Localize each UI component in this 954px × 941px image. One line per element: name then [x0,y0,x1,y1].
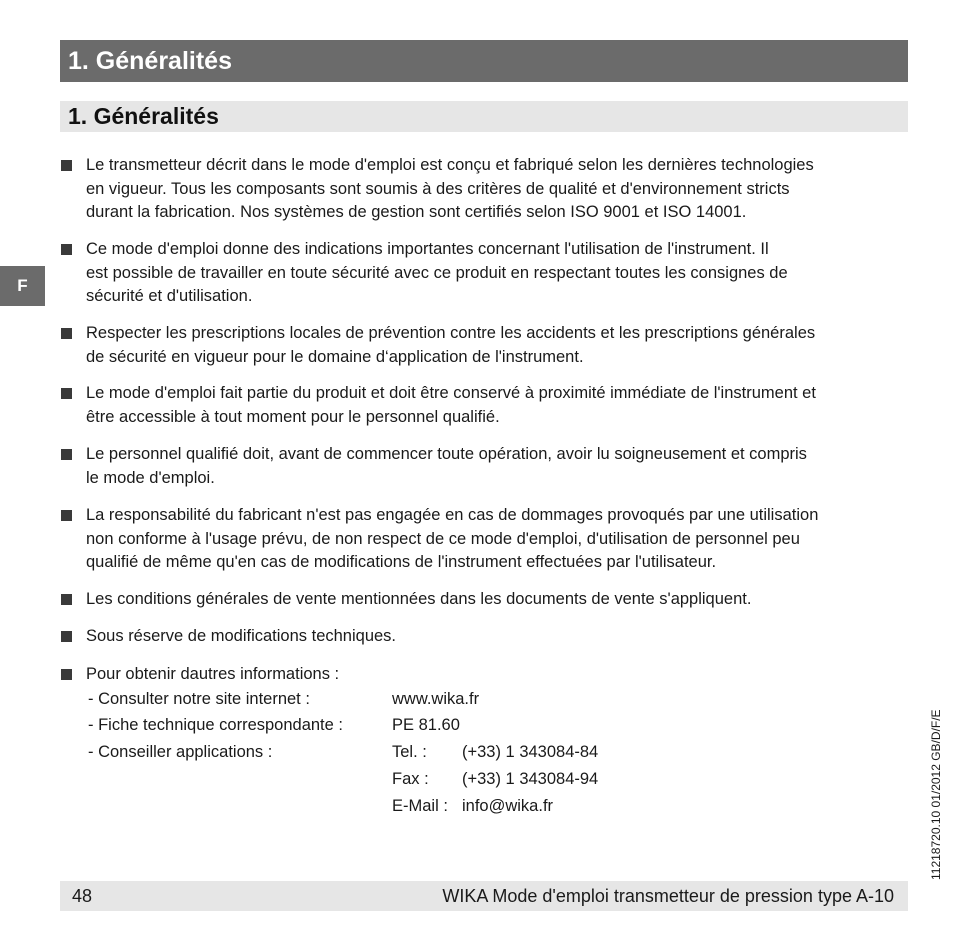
fax-value: (+33) 1 343084-94 [462,770,599,788]
square-bullet-icon [61,510,72,521]
bullet-text-line: Le mode d'emploi fait partie du produit et doit être conservé à proximité immédiate de l'instrument et [86,384,816,402]
website-label: - Consulter notre site internet : [88,690,310,708]
bullet-text-line: non conforme à l'usage prévu, de non respect de ce mode d'emploi, d'utilisation de personnel peu [86,529,800,548]
bullet-item [60,625,910,649]
datasheet-label: - Fiche technique correspondante : [88,716,343,734]
chapter-title: 1. Généralités [68,47,232,75]
bullet-text-line: Le personnel qualifié doit, avant de commencer toute opération, avoir lu soigneusement et compris [86,445,807,463]
bullet-text-line: Pour obtenir dautres informations : [86,665,340,683]
section-title-bar [60,101,908,132]
language-tab-label: F [17,276,28,295]
footer-bar [60,881,908,911]
language-tab [0,266,45,306]
square-bullet-icon [61,160,72,171]
bullet-text-line: qualifié de même qu'en cas de modifications de l'instrument effectuées par l'utilisateur. [86,553,717,571]
email-value[interactable]: info@wika.fr [462,797,554,815]
bullet-item [60,322,910,369]
square-bullet-icon [61,328,72,339]
bullet-text-line: durant la fabrication. Nos systèmes de gestion sont certifiés selon ISO 9001 et ISO 14001. [86,203,747,221]
bullet-text-line: Les conditions générales de vente mentionnées dans les documents de vente s'appliquent. [86,590,752,608]
bullet-text-line: La responsabilité du fabricant n'est pas engagée en cas de dommages provoqués par une utilisation [86,506,819,524]
square-bullet-icon [61,594,72,605]
square-bullet-icon [61,244,72,255]
footer-title: WIKA Mode d'emploi transmetteur de pression type A-10 [442,886,894,906]
bullet-item [60,443,910,490]
square-bullet-icon [61,669,72,680]
website-link[interactable]: www.wika.fr [392,690,480,708]
fax-label: Fax : [392,770,429,788]
square-bullet-icon [61,388,72,399]
section-title: 1. Généralités [68,103,219,129]
bullet-item [60,154,910,225]
bullet-item [60,238,910,309]
bullet-text-line: Respecter les prescriptions locales de prévention contre les accidents et les prescriptions générales [86,324,816,342]
chapter-title-bar [60,40,908,82]
page-number: 48 [72,886,93,906]
bullet-text-line: Sous réserve de modifications techniques. [86,627,397,645]
bullet-text-line: être accessible à tout moment pour le personnel qualifié. [86,407,500,426]
bullet-text-line: Ce mode d'emploi donne des indications importantes concernant l'utilisation de l'instrument. Il [86,240,769,258]
bullet-text-line: de sécurité en vigueur pour le domaine d‘application de l'instrument. [86,347,584,366]
bullet-text-line: Le transmetteur décrit dans le mode d'emploi est conçu et fabriqué selon les dernières technologies [86,156,814,174]
tel-value: (+33) 1 343084-84 [462,743,599,761]
bullet-item [60,588,910,612]
advisor-label: - Conseiller applications : [88,743,273,761]
bullet-item [60,382,910,429]
email-label: E-Mail : [392,797,448,815]
datasheet-value: PE 81.60 [392,716,460,734]
bullet-text-line: le mode d'emploi. [86,468,215,487]
document-code: 11218720.10 01/2012 GB/D/F/E [929,709,943,880]
square-bullet-icon [61,631,72,642]
bullet-text-line: en vigueur. Tous les composants sont soumis à des critères de qualité et d'environnement stricts [86,179,790,198]
bullet-item [60,663,910,687]
square-bullet-icon [61,449,72,460]
tel-label: Tel. : [392,743,427,761]
bullet-text-line: sécurité et d'utilisation. [86,287,253,305]
bullet-item [60,504,910,575]
bullet-text-line: est possible de travailler en toute sécurité avec ce produit en respectant toutes les consignes de [86,263,788,282]
